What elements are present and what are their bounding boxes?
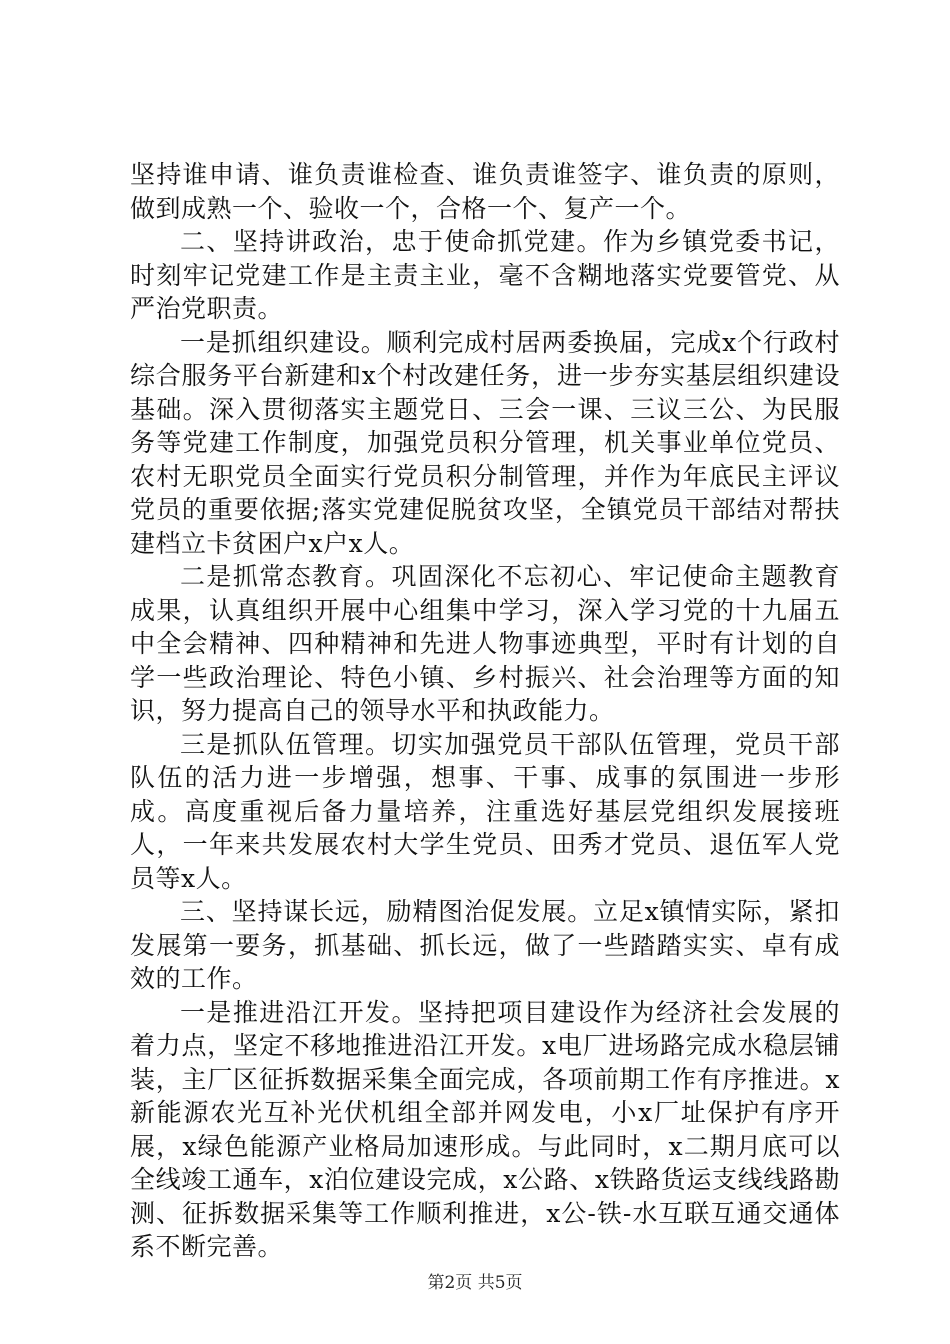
paragraph-5: 三是抓队伍管理。切实加强党员干部队伍管理，党员干部队伍的活力进一步增强，想事、干事、成事的氛围进一步形成。高度重视后备力量培养，注重选好基层党组织发展接班人，一年来共发展农村大学生党员、田秀才党员、退伍军人党员等x人。 xyxy=(130,729,840,893)
paragraph-3: 一是抓组织建设。顺利完成村居两委换届，完成x个行政村综合服务平台新建和x个村改建任务，进一步夯实基层组织建设基础。深入贯彻落实主题党日、三会一课、三议三公、为民服务等党建工作制度，加强党员积分管理，机关事业单位党员、农村无职党员全面实行党员积分制管理，并作为年底民主评议党员的重要依据;落实党建促脱贫攻坚，全镇党员干部结对帮扶建档立卡贫困户x户x人。 xyxy=(130,327,840,558)
page-number-footer: 第2页 共5页 xyxy=(427,1273,523,1293)
paragraph-7: 一是推进沿江开发。坚持把项目建设作为经济社会发展的着力点，坚定不移地推进沿江开发。x电厂进场路完成水稳层铺装，主厂区征拆数据采集全面完成，各项前期工作有序推进。x新能源农光互补光伏机组全部并网发电，小x厂址保护有序开展，x绿色能源产业格局加速形成。与此同时，x二期月底可以全线竣工通车，x泊位建设完成，x公路、x铁路货运支线线路勘测、征拆数据采集等工作顺利推进，x公-铁-水互联互通交通体系不断完善。 xyxy=(130,997,840,1261)
document-body xyxy=(130,158,840,1264)
paragraph-1: 坚持谁申请、谁负责谁检查、谁负责谁签字、谁负责的原则，做到成熟一个、验收一个，合格一个、复产一个。 xyxy=(130,160,840,223)
paragraph-4: 二是抓常态教育。巩固深化不忘初心、牢记使命主题教育成果，认真组织开展中心组集中学习，深入学习党的十九届五中全会精神、四种精神和先进人物事迹典型，平时有计划的自学一些政治理论、特色小镇、乡村振兴、社会治理等方面的知识，努力提高自己的领导水平和执政能力。 xyxy=(130,562,840,725)
paragraph-6: 三、坚持谋长远，励精图治促发展。立足x镇情实际，紧扣发展第一要务，抓基础、抓长远，做了一些踏踏实实、卓有成效的工作。 xyxy=(130,897,840,993)
paragraph-2: 二、坚持讲政治，忠于使命抓党建。作为乡镇党委书记，时刻牢记党建工作是主责主业，毫不含糊地落实党要管党、从严治党职责。 xyxy=(130,227,840,323)
